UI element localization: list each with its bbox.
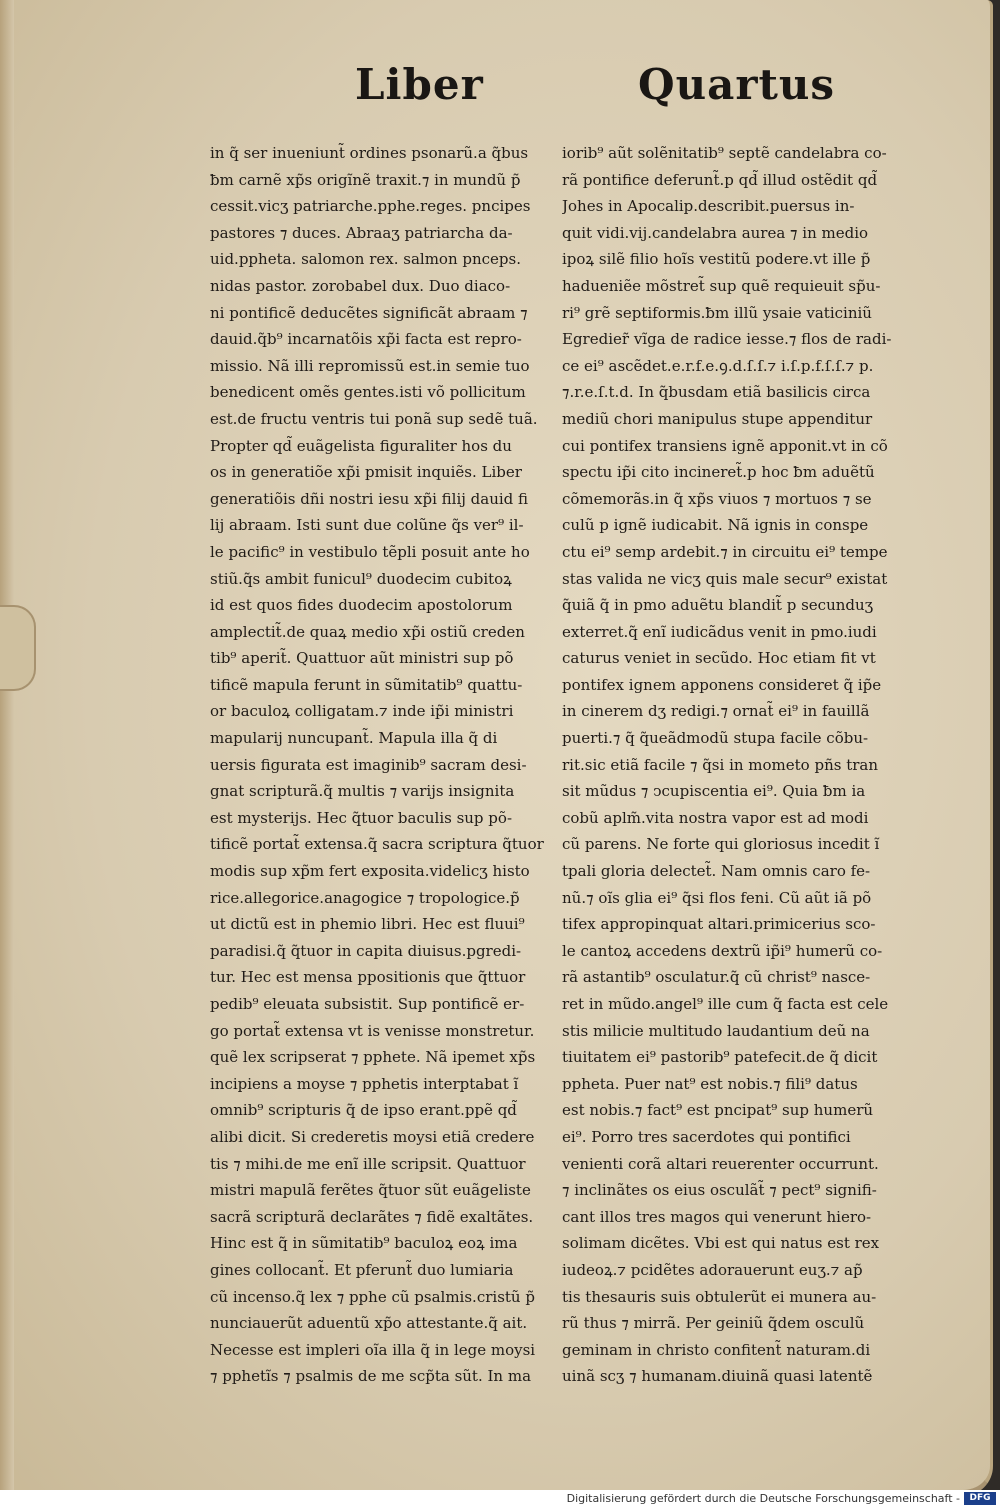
text-line: ri⁹ grẽ septiformis.ƀm illũ ysaie vaticiniũ [562,303,872,322]
text-line: cant illos tres magos qui venerunt hiero- [562,1207,872,1226]
text-line: rũ thus ⁊ mirrã. Per geiniũ q̃dem osculũ [562,1314,865,1333]
text-column-left [210,140,550,1390]
text-line: le cantoꝝ accedens dextrũ ip̃i⁹ humerũ co- [562,941,883,960]
text-line: stas valida ne vicʒ quis male secur⁹ existat [562,569,888,588]
text-line: est nobis.⁊ fact⁹ est pncipat⁹ sup humerũ [562,1101,874,1120]
text-line: nũ.⁊ oĩs glia ei⁹ q̃si flos feni. Cũ aũt iã põ [562,888,872,907]
text-line: tur. Hec est mensa ppositionis que q̃ttuor [210,968,526,987]
text-line: ⁊ inclinãtes os eius osculãt̃ ⁊ pect⁹ signifi- [562,1181,877,1200]
text-line: spectu ip̃i cito incineret̃.p hoc ƀm aduẽtũ [562,463,875,482]
text-line: rã pontifice deferunt̃.p qd̃ illud ostẽdit qd̃ [562,170,878,189]
text-line: geminam in christo confitent̃ naturam.di [562,1340,871,1359]
text-line: benedicent omẽs gentes.isti võ pollicitum [210,383,526,402]
text-line: est.de fructu ventris tui ponã sup sedẽ tuã. [210,409,538,428]
text-line: mapularij nuncupant̃. Mapula illa q̃ di [210,729,498,748]
text-column-right [562,140,907,1390]
text-line: Necesse est impleri oĩa illa q̃ in lege moysi [210,1340,536,1359]
running-head-right: Quartus [638,60,836,109]
text-line: pontifex ignem apponens consideret q̃ ip̃e [562,675,882,694]
text-line: nidas pastor. zorobabel dux. Duo diaco- [210,276,511,295]
page-clip-tab [0,605,36,691]
text-line: gnat scripturã.q̃ multis ⁊ varijs insignita [210,782,515,801]
text-line: ppheta. Puer nat⁹ est nobis.⁊ fili⁹ datus [562,1074,858,1093]
text-line: pastores ⁊ duces. Abraaʒ patriarcha da- [210,223,513,242]
dfg-logo: DFG [964,1492,996,1505]
text-line: ctu ei⁹ semp ardebit.⁊ in circuitu ei⁹ tempe [562,542,888,561]
text-line: tificẽ portat̃ extensa.q̃ sacra scriptura q̃tuor [210,835,544,854]
text-line: mediũ chori manipulus stupe appenditur [562,409,873,428]
text-line: tifex appropinquat altari.primicerius sco- [562,915,876,934]
text-line: Propter qd̃ euãgelista figuraliter hos du [210,436,512,455]
text-line: cessit.vicʒ patriarche.pphe.reges. pncipes [210,197,531,216]
text-line: stis milicie multitudo laudantium deũ na [562,1021,870,1040]
text-line: uid.ppheta. salomon rex. salmon pnceps. [210,250,522,269]
text-line: ni pontificẽ deducẽtes significãt abraam ⁊ [210,303,528,322]
text-line: Hinc est q̃ in sũmitatib⁹ baculoꝝ eoꝝ ima [210,1234,518,1253]
text-line: sit mũdus ⁊ ↄcupiscentia ei⁹. Quia ƀm ia [562,782,866,801]
text-line: q̃uiã q̃ in pmo aduẽtu blandit̃ p secunduʒ [562,596,874,615]
text-line: ut dictũ est in phemio libri. Hec est fluui⁹ [210,915,525,934]
text-line: Johes in Apocalip.describit.puersus in- [562,197,855,216]
text-line: in cinerem dʒ redigi.⁊ ornat̃ ei⁹ in fauillã [562,702,870,721]
text-line: os in generatiõe xp̃i pmisit inquiẽs. Liber [210,463,522,482]
text-line: dauid.q̃b⁹ incarnatõis xp̃i facta est repro- [210,330,522,349]
text-line: exterret.q̃ enĩ iudicãdus venit in pmo.iudi [562,622,877,641]
page-edge [0,0,14,1490]
text-line: tificẽ mapula ferunt in sũmitatib⁹ quattu- [210,675,523,694]
text-line: generatiõis dñi nostri iesu xp̃i filij dauid fi [210,489,529,508]
text-line: nunciauerũt aduentũ xp̃o attestante.q̃ ait. [210,1314,528,1333]
text-line: tiuitatem ei⁹ pastorib⁹ patefecit.de q̃ dicit [562,1048,878,1067]
text-line: puerti.⁊ q̃ q̃ueãdmodũ stupa facile cõbu- [562,729,869,748]
text-line: solimam dicẽtes. Vbi est qui natus est rex [562,1234,880,1253]
text-line: tis ⁊ mihi.de me enĩ ille scripsit. Quattuor [210,1154,526,1173]
text-line: tpali gloria delectet̃. Nam omnis caro fe- [562,862,871,881]
text-line: Egredier̃ vĩga de radice iesse.⁊ flos de radi- [562,330,892,349]
text-line: rit.sic etiã facile ⁊ q̃si in mometo pñs tran [562,755,879,774]
text-line: le pacific⁹ in vestibulo tẽpli posuit ante ho [210,542,530,561]
text-line: uinã scʒ ⁊ humanam.diuinã quasi latentẽ [562,1367,873,1386]
text-line: ⁊ pphetĩs ⁊ psalmis de me scp̃ta sũt. In ma [210,1367,532,1386]
text-line: venienti corã altari reuerenter occurrunt. [562,1154,879,1173]
text-line: tib⁹ aperit̃. Quattuor aũt ministri sup põ [210,649,514,668]
text-line: pedib⁹ eleuata subsistit. Sup pontificẽ er- [210,995,525,1013]
text-line: ret in mũdo.angel⁹ ille cum q̃ facta est cele [562,995,889,1013]
text-line: omnib⁹ scripturis q̃ de ipso erant.ppẽ qd̃ [210,1101,517,1120]
text-line: ƀm carnẽ xp̃s origĩnẽ traxit.⁊ in mundũ p̃ [210,170,521,189]
text-line: iorib⁹ aũt solẽnitatib⁹ septẽ candelabra co- [562,144,887,162]
text-line: ⁊.r.e.ſ.t.d. In q̃busdam etiã basilicis circa [562,383,871,402]
text-line: quit vidi.vij.candelabra aurea ⁊ in medio [562,223,869,242]
text-line: id est quos fides duodecim apostolorum [210,596,513,615]
text-line: iudeoꝝ.⁊ pcidẽtes adorauerunt euʒ.⁊ ap̃ [562,1260,863,1279]
text-line: missio. Nã illi repromissũ est.in semie tuo [210,356,530,375]
text-line: mistri mapulã ferẽtes q̃tuor sũt euãgeliste [210,1181,531,1200]
text-line: modis sup xp̃m fert exposita.videlicʒ histo [210,862,530,881]
text-line: cui pontifex transiens ignẽ apponit.vt in cõ [562,436,888,455]
text-line: cũ parens. Ne forte qui gloriosus incedit ĩ [562,835,880,854]
text-line: uersis figurata est imaginib⁹ sacram desi- [210,755,527,774]
text-line: cõmemorãs.in q̃ xp̃s viuos ⁊ mortuos ⁊ se [562,489,872,508]
text-line: ipoꝝ silẽ filio hoĩs vestitũ podere.vt ille p̃ [562,250,871,269]
text-line: rã astantib⁹ osculatur.q̃ cũ christ⁹ nasce- [562,968,871,987]
text-line: quẽ lex scripserat ⁊ pphete. Nã ipemet xp̃s [210,1048,536,1067]
text-line: ce ei⁹ ascẽdet.e.r.f.e.ꝯ.d.ſ.ſ.⁊ i.ſ.p.f.ſ.ſ.⁊ p. [562,356,874,375]
text-line: amplectit̃.de quaꝝ medio xp̃i ostiũ creden [210,622,525,641]
footer-bar [0,1490,1000,1508]
text-line: ei⁹. Porro tres sacerdotes qui pontifici [562,1127,851,1146]
text-line: culũ p ignẽ iudicabit. Nã ignis in conspe [562,516,869,535]
funding-notice: Digitalisierung gefördert durch die Deutsche Forschungsgemeinschaft - [566,1492,960,1505]
text-line: rice.allegorice.anagogice ⁊ tropologice.p̃ [210,888,520,907]
text-line: stiũ.q̃s ambit funicul⁹ duodecim cubitoꝝ [210,569,512,588]
text-line: gines collocant̃. Et pferunt̃ duo lumiaria [210,1260,514,1279]
text-line: go portat̃ extensa vt is venisse monstretur. [210,1021,535,1040]
text-line: lij abraam. Isti sunt due colũne q̃s ver⁹ il- [210,516,524,535]
text-line: in q̃ ser inueniunt̃ ordines psonarũ.a q̃bus [210,144,529,162]
text-line: cũ incenso.q̃ lex ⁊ pphe cũ psalmis.cristũ p̃ [210,1287,535,1306]
text-line: est mysterijs. Hec q̃tuor baculis sup põ- [210,808,513,827]
text-line: tis thesauris suis obtulerũt ei munera au- [562,1287,877,1306]
text-line: incipiens a moyse ⁊ pphetis interptabat ĩ [210,1074,519,1093]
text-line: sacrã scripturã declarãtes ⁊ fidẽ exaltãtes. [210,1207,534,1226]
text-line: cobũ aplm̃.vita nostra vapor est ad modi [562,808,869,827]
text-line: alibi dicit. Si crederetis moysi etiã credere [210,1127,535,1146]
text-line: or baculoꝝ colligatam.⁊ inde ip̃i ministri [210,702,514,721]
text-line: hadueniẽe mõstret̃ sup quẽ requieuit sp̃u- [562,276,881,295]
text-line: caturus veniet in secũdo. Hoc etiam fit vt [562,649,876,668]
running-head-left: Liber [355,60,484,109]
text-line: paradisi.q̃ q̃tuor in capita diuisus.pgredi- [210,941,522,960]
